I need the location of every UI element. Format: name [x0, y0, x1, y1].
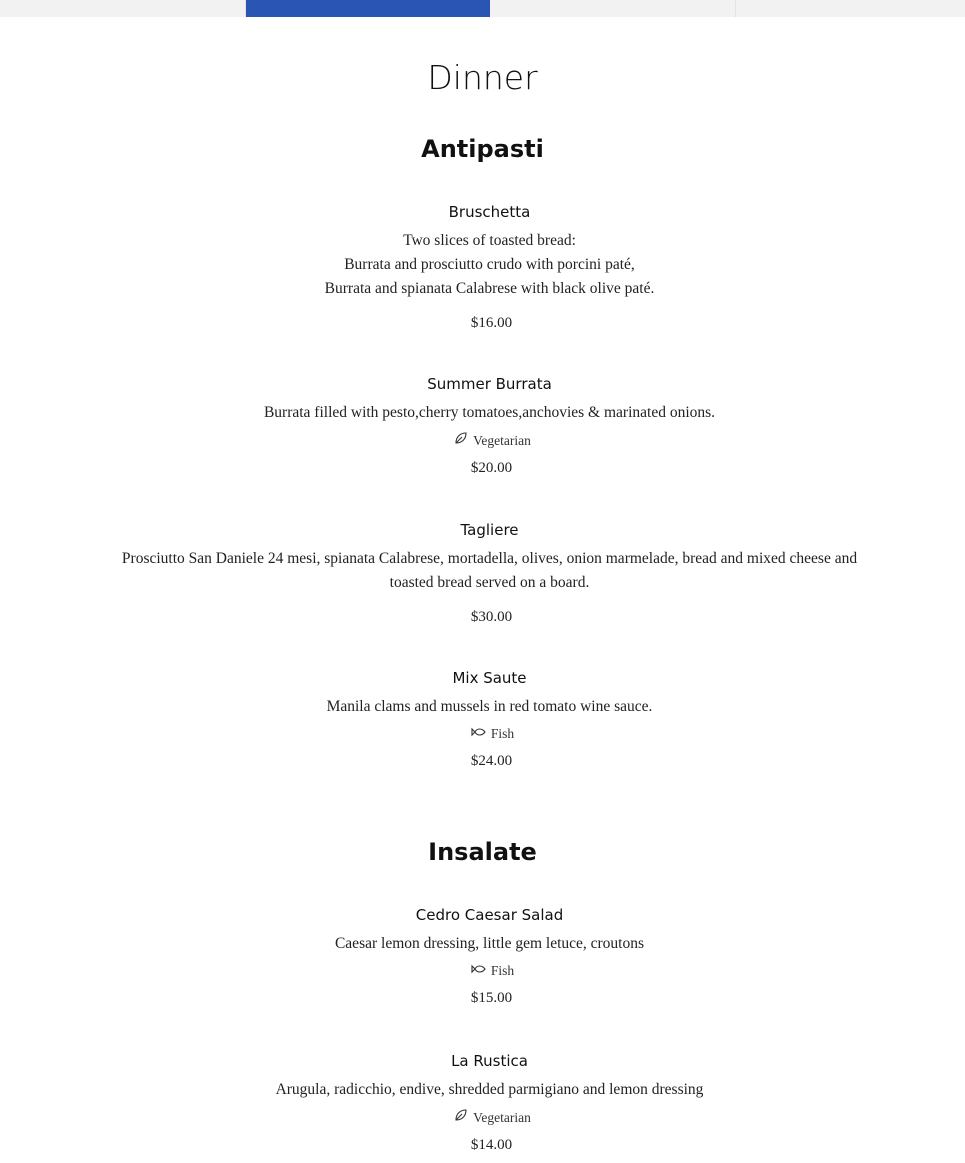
- diet-label: Fish: [0, 725, 965, 743]
- fish-icon: [471, 725, 491, 743]
- leaf-icon: [454, 431, 473, 450]
- fish-icon: [471, 962, 491, 980]
- item-description: Arugula, radicchio, endive, shredded parmigiano and lemon dressing: [275, 1081, 704, 1098]
- item-name: Tagliere: [460, 521, 519, 539]
- item-price: $24.00: [470, 753, 513, 769]
- item-description: Burrata filled with pesto,cherry tomatoes,anchovies & marinated onions.: [263, 404, 716, 421]
- item-price: $20.00: [470, 460, 513, 476]
- menu-item-bruschetta: [0, 201, 965, 333]
- menu-item-la-rustica: [0, 1050, 965, 1155]
- item-description: Manila clams and mussels in red tomato wine sauce.: [326, 698, 653, 715]
- diet-label: Vegetarian: [0, 431, 965, 450]
- menu-item-summer-burrata: [0, 373, 965, 478]
- menu-item-mix-saute: [0, 667, 965, 771]
- diet-label: Vegetarian: [0, 1108, 965, 1127]
- menu-title: Dinner: [427, 58, 538, 97]
- item-price: $30.00: [470, 609, 513, 625]
- menu-item-cedro-caesar-salad: [0, 904, 965, 1008]
- item-price: $15.00: [470, 990, 513, 1006]
- tab-3[interactable]: [490, 0, 736, 17]
- item-name: Cedro Caesar Salad: [415, 906, 564, 924]
- diet-label: Fish: [0, 962, 965, 980]
- section-title-antipasti: Antipasti: [421, 135, 544, 163]
- tab-2-active[interactable]: [246, 0, 490, 17]
- tab-1[interactable]: [0, 0, 246, 17]
- item-name: La Rustica: [451, 1052, 528, 1070]
- menu-item-tagliere: [0, 519, 965, 627]
- item-description: Caesar lemon dressing, little gem letuce, croutons: [334, 935, 645, 952]
- menu-tabs: [0, 0, 965, 17]
- item-name: Bruschetta: [448, 203, 531, 221]
- item-description: Two slices of toasted bread: Burrata and prosciutto crudo with porcini paté, Burrata and spianata Calabrese with black olive paté.: [324, 232, 655, 297]
- tab-4[interactable]: [736, 0, 965, 17]
- item-name: Summer Burrata: [427, 375, 552, 393]
- item-price: $14.00: [470, 1137, 513, 1153]
- item-description: Prosciutto San Daniele 24 mesi, spianata Calabrese, mortadella, olives, onion marmelade, bread and mixed cheese and toasted bread served on a board.: [121, 550, 858, 591]
- section-title-insalate: Insalate: [428, 838, 537, 866]
- leaf-icon: [454, 1108, 473, 1127]
- item-price: $16.00: [470, 315, 513, 331]
- item-name: Mix Saute: [452, 669, 527, 687]
